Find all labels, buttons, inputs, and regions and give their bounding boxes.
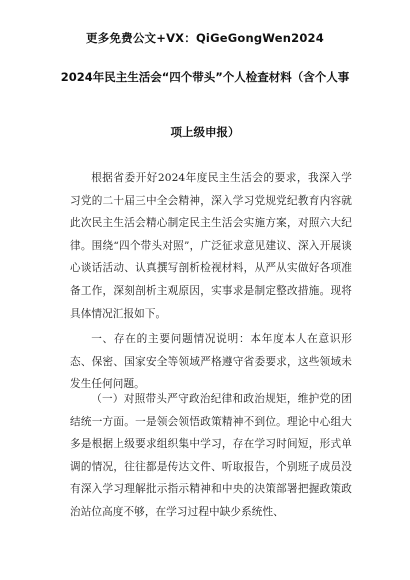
body-paragraph-issues-summary — [70, 328, 352, 396]
body-paragraph-political-discipline — [70, 388, 352, 524]
paragraph-text: 一、存在的主要问题情况说明：本年度本人在意识形态、保密、国家安全等领域严格遵守省委要求，这些领域未发生任何问题。 — [70, 333, 352, 391]
document-title-line-2: 项上级申报） — [170, 125, 240, 139]
document-title-line-1: 2024年民主生活会“四个带头”个人检查材料（含个人事 — [60, 70, 350, 84]
watermark-header: 更多免费公文+VX：QiGeGongWen2024 — [86, 31, 324, 45]
body-paragraph-intro — [70, 167, 352, 325]
paragraph-text: 根据省委开好2024年度民主生活会的要求，我深入学习党的二十届三中全会精神，深入学习党规党纪教育内容就此次民主生活会精心制定民主生活会实施方案，对照六大纪律。围绕“四个带头对照”，广泛征求意见建议、深入开展谈心谈话活动、认真撰写剖析检视材料，从严从实做好各项准备工作，深刻剖析主观原因，实事求是制定整改措施。现将具体情况汇报如下。 — [70, 172, 352, 320]
paragraph-text: （一）对照带头严守政治纪律和政治规矩，维护党的团结统一方面。一是领会领悟政策精神不到位。理论中心组大多是根据上级要求组织集中学习，存在学习时间短，形式单调的情况，往往都是传达文件、听取报告，个别班子成员没有深入学习理解批示指示精神和中央的决策部署把握政策政治站位高度不够，在学习过程中缺少系统性、 — [70, 393, 352, 518]
